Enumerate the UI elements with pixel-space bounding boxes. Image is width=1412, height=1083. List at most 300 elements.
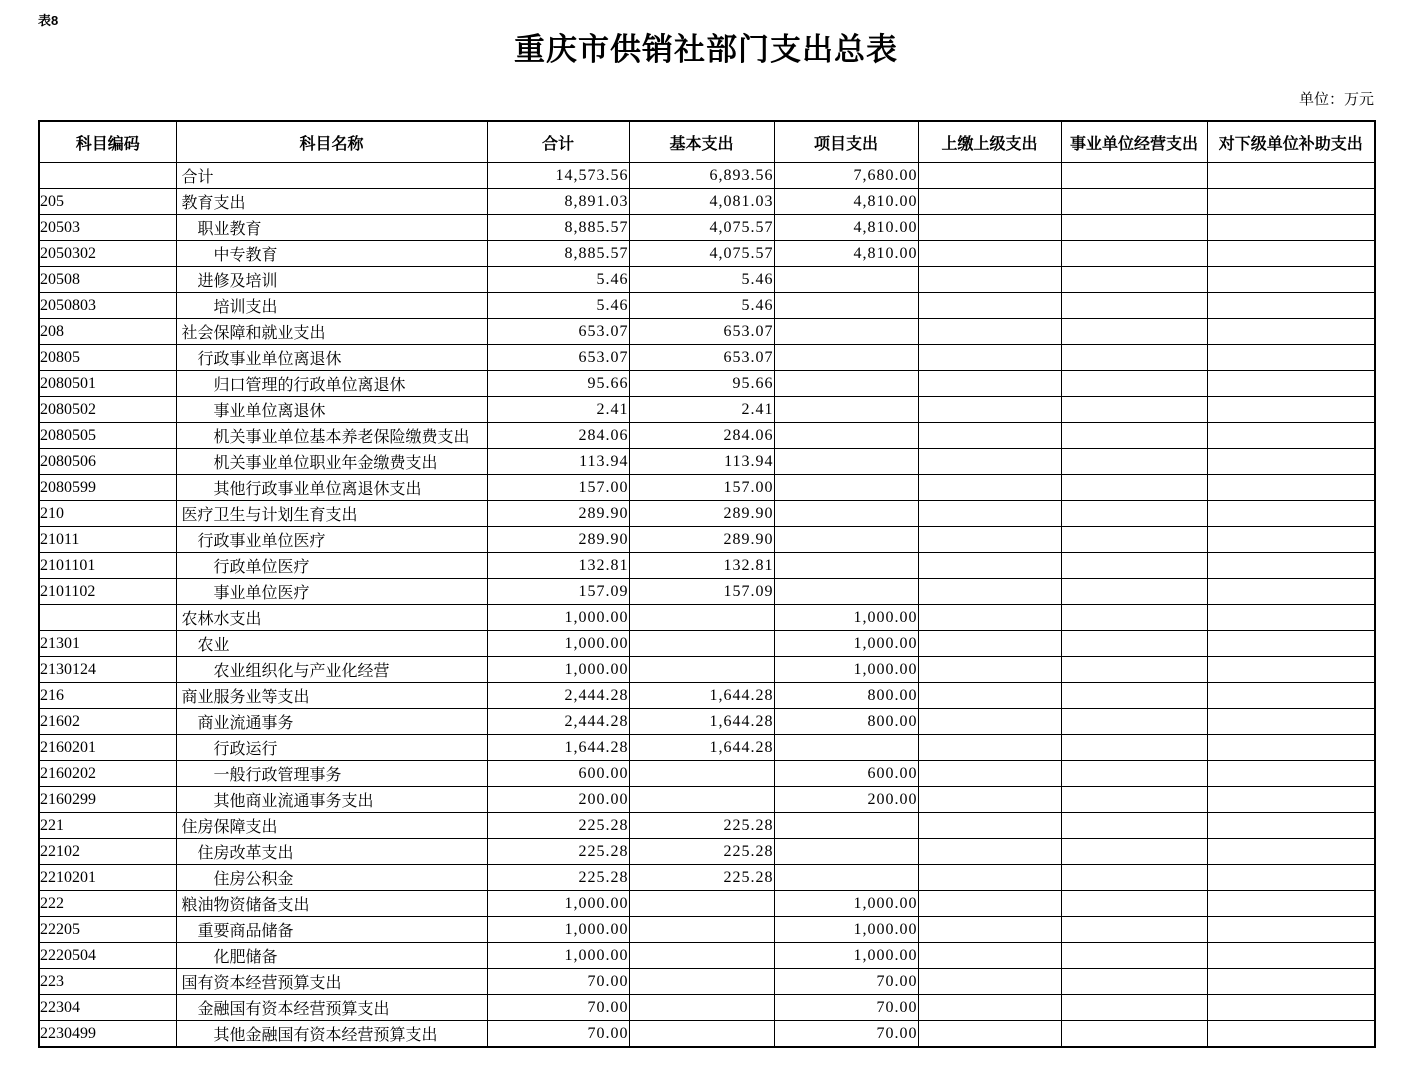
row-code-cell (39, 163, 176, 189)
row-name-cell: 社会保障和就业支出 (176, 319, 487, 345)
row-project-cell: 200.00 (774, 787, 918, 813)
row-basic-cell (629, 605, 774, 631)
row-basic-cell: 5.46 (629, 293, 774, 319)
row-upper-cell (918, 657, 1061, 683)
row-upper-cell (918, 865, 1061, 891)
row-project-cell (774, 423, 918, 449)
row-project-cell (774, 371, 918, 397)
row-subsidy-cell (1207, 605, 1375, 631)
row-operating-cell (1061, 189, 1207, 215)
row-code-cell: 222 (39, 891, 176, 917)
row-basic-cell: 132.81 (629, 553, 774, 579)
col-header-subject-name: 科目名称 (176, 121, 487, 163)
table-row (39, 579, 1375, 605)
row-subsidy-cell (1207, 839, 1375, 865)
col-header-project-expenditure: 项目支出 (774, 121, 918, 163)
row-code-cell: 22205 (39, 917, 176, 943)
table-row (39, 917, 1375, 943)
row-subsidy-cell (1207, 943, 1375, 969)
row-operating-cell (1061, 553, 1207, 579)
row-project-cell: 1,000.00 (774, 891, 918, 917)
row-subsidy-cell (1207, 163, 1375, 189)
row-subsidy-cell (1207, 501, 1375, 527)
row-code-cell: 2160201 (39, 735, 176, 761)
row-name-cell: 事业单位离退休 (176, 397, 487, 423)
row-upper-cell (918, 761, 1061, 787)
row-basic-cell (629, 787, 774, 813)
row-code-cell: 2050803 (39, 293, 176, 319)
row-name-cell: 机关事业单位基本养老保险缴费支出 (176, 423, 487, 449)
table-row (39, 553, 1375, 579)
row-subsidy-cell (1207, 891, 1375, 917)
row-operating-cell (1061, 865, 1207, 891)
row-code-cell: 2160299 (39, 787, 176, 813)
row-basic-cell: 157.00 (629, 475, 774, 501)
row-name-cell: 培训支出 (176, 293, 487, 319)
row-total-cell: 225.28 (487, 865, 629, 891)
row-total-cell: 1,000.00 (487, 891, 629, 917)
table-row (39, 501, 1375, 527)
row-operating-cell (1061, 943, 1207, 969)
table-row (39, 709, 1375, 735)
row-subsidy-cell (1207, 709, 1375, 735)
row-basic-cell: 289.90 (629, 527, 774, 553)
table-row (39, 293, 1375, 319)
row-upper-cell (918, 605, 1061, 631)
row-project-cell (774, 553, 918, 579)
table-row (39, 969, 1375, 995)
table-header-row (39, 121, 1375, 163)
row-basic-cell (629, 1021, 774, 1048)
row-project-cell: 1,000.00 (774, 605, 918, 631)
row-name-cell: 重要商品储备 (176, 917, 487, 943)
row-subsidy-cell (1207, 475, 1375, 501)
unit-label: 单位：万元 (1298, 91, 1374, 108)
row-operating-cell (1061, 787, 1207, 813)
table-tag: 表8 (38, 13, 59, 28)
table-row (39, 319, 1375, 345)
row-total-cell: 8,891.03 (487, 189, 629, 215)
row-name-cell: 合计 (176, 163, 487, 189)
row-upper-cell (918, 917, 1061, 943)
row-operating-cell (1061, 475, 1207, 501)
row-code-cell: 21301 (39, 631, 176, 657)
row-code-cell: 2080599 (39, 475, 176, 501)
row-subsidy-cell (1207, 683, 1375, 709)
row-name-cell: 住房公积金 (176, 865, 487, 891)
row-name-cell: 行政单位医疗 (176, 553, 487, 579)
table-row (39, 449, 1375, 475)
row-subsidy-cell (1207, 553, 1375, 579)
row-operating-cell (1061, 813, 1207, 839)
col-header-lower-level-subsidy: 对下级单位补助支出 (1207, 121, 1375, 163)
row-name-cell: 行政事业单位医疗 (176, 527, 487, 553)
row-basic-cell: 1,644.28 (629, 735, 774, 761)
row-basic-cell: 284.06 (629, 423, 774, 449)
row-subsidy-cell (1207, 631, 1375, 657)
row-upper-cell (918, 787, 1061, 813)
row-total-cell: 8,885.57 (487, 241, 629, 267)
row-basic-cell (629, 891, 774, 917)
row-name-cell: 其他行政事业单位离退休支出 (176, 475, 487, 501)
row-subsidy-cell (1207, 657, 1375, 683)
row-total-cell: 1,000.00 (487, 917, 629, 943)
row-name-cell: 其他金融国有资本经营预算支出 (176, 1021, 487, 1048)
row-operating-cell (1061, 969, 1207, 995)
table-row (39, 865, 1375, 891)
table-row (39, 761, 1375, 787)
row-subsidy-cell (1207, 371, 1375, 397)
row-basic-cell: 289.90 (629, 501, 774, 527)
row-total-cell: 157.09 (487, 579, 629, 605)
table-row (39, 475, 1375, 501)
row-name-cell: 医疗卫生与计划生育支出 (176, 501, 487, 527)
row-project-cell (774, 449, 918, 475)
row-name-cell: 化肥储备 (176, 943, 487, 969)
row-subsidy-cell (1207, 1021, 1375, 1048)
row-code-cell: 216 (39, 683, 176, 709)
row-basic-cell: 4,075.57 (629, 215, 774, 241)
row-upper-cell (918, 371, 1061, 397)
table-row (39, 1021, 1375, 1048)
row-code-cell: 22304 (39, 995, 176, 1021)
row-code-cell: 2080502 (39, 397, 176, 423)
table-row (39, 423, 1375, 449)
row-code-cell: 2220504 (39, 943, 176, 969)
row-project-cell (774, 293, 918, 319)
table-row (39, 267, 1375, 293)
row-project-cell: 600.00 (774, 761, 918, 787)
row-upper-cell (918, 475, 1061, 501)
row-project-cell (774, 865, 918, 891)
row-project-cell (774, 579, 918, 605)
row-subsidy-cell (1207, 917, 1375, 943)
row-upper-cell (918, 345, 1061, 371)
row-project-cell: 4,810.00 (774, 241, 918, 267)
row-total-cell: 2,444.28 (487, 683, 629, 709)
row-basic-cell (629, 631, 774, 657)
table-row (39, 891, 1375, 917)
row-code-cell: 2230499 (39, 1021, 176, 1048)
row-subsidy-cell (1207, 423, 1375, 449)
row-subsidy-cell (1207, 995, 1375, 1021)
row-basic-cell: 4,081.03 (629, 189, 774, 215)
row-name-cell: 住房改革支出 (176, 839, 487, 865)
row-total-cell: 70.00 (487, 995, 629, 1021)
row-project-cell: 70.00 (774, 969, 918, 995)
row-upper-cell (918, 709, 1061, 735)
row-basic-cell: 113.94 (629, 449, 774, 475)
row-total-cell: 1,000.00 (487, 943, 629, 969)
row-code-cell: 20508 (39, 267, 176, 293)
row-subsidy-cell (1207, 787, 1375, 813)
row-project-cell (774, 319, 918, 345)
table-row (39, 527, 1375, 553)
row-total-cell: 1,000.00 (487, 657, 629, 683)
row-operating-cell (1061, 683, 1207, 709)
row-total-cell: 1,000.00 (487, 631, 629, 657)
row-total-cell: 653.07 (487, 319, 629, 345)
row-basic-cell: 95.66 (629, 371, 774, 397)
row-project-cell (774, 527, 918, 553)
row-code-cell: 2080505 (39, 423, 176, 449)
col-header-institution-operating: 事业单位经营支出 (1061, 121, 1207, 163)
row-basic-cell: 225.28 (629, 865, 774, 891)
table-row (39, 605, 1375, 631)
row-subsidy-cell (1207, 215, 1375, 241)
row-upper-cell (918, 579, 1061, 605)
row-code-cell: 2210201 (39, 865, 176, 891)
row-total-cell: 8,885.57 (487, 215, 629, 241)
row-operating-cell (1061, 501, 1207, 527)
row-total-cell: 113.94 (487, 449, 629, 475)
row-name-cell: 粮油物资储备支出 (176, 891, 487, 917)
row-operating-cell (1061, 527, 1207, 553)
row-basic-cell: 4,075.57 (629, 241, 774, 267)
row-upper-cell (918, 501, 1061, 527)
row-upper-cell (918, 995, 1061, 1021)
row-total-cell: 95.66 (487, 371, 629, 397)
row-project-cell (774, 501, 918, 527)
row-upper-cell (918, 735, 1061, 761)
row-upper-cell (918, 423, 1061, 449)
row-operating-cell (1061, 605, 1207, 631)
row-upper-cell (918, 293, 1061, 319)
row-code-cell: 223 (39, 969, 176, 995)
row-subsidy-cell (1207, 267, 1375, 293)
row-name-cell: 中专教育 (176, 241, 487, 267)
row-code-cell: 205 (39, 189, 176, 215)
row-code-cell (39, 605, 176, 631)
row-basic-cell: 157.09 (629, 579, 774, 605)
row-project-cell (774, 735, 918, 761)
row-basic-cell (629, 761, 774, 787)
row-name-cell: 其他商业流通事务支出 (176, 787, 487, 813)
row-total-cell: 70.00 (487, 969, 629, 995)
row-name-cell: 国有资本经营预算支出 (176, 969, 487, 995)
row-upper-cell (918, 631, 1061, 657)
row-total-cell: 132.81 (487, 553, 629, 579)
row-code-cell: 20805 (39, 345, 176, 371)
row-name-cell: 行政运行 (176, 735, 487, 761)
row-operating-cell (1061, 449, 1207, 475)
row-code-cell: 2101101 (39, 553, 176, 579)
row-operating-cell (1061, 917, 1207, 943)
row-code-cell: 21011 (39, 527, 176, 553)
row-project-cell: 7,680.00 (774, 163, 918, 189)
row-basic-cell: 653.07 (629, 319, 774, 345)
row-name-cell: 农业 (176, 631, 487, 657)
row-name-cell: 商业流通事务 (176, 709, 487, 735)
row-basic-cell: 2.41 (629, 397, 774, 423)
row-code-cell: 210 (39, 501, 176, 527)
row-total-cell: 157.00 (487, 475, 629, 501)
row-upper-cell (918, 241, 1061, 267)
row-operating-cell (1061, 709, 1207, 735)
row-operating-cell (1061, 1021, 1207, 1048)
row-subsidy-cell (1207, 241, 1375, 267)
row-basic-cell (629, 917, 774, 943)
row-basic-cell: 6,893.56 (629, 163, 774, 189)
row-upper-cell (918, 449, 1061, 475)
row-name-cell: 事业单位医疗 (176, 579, 487, 605)
table-row (39, 813, 1375, 839)
row-code-cell: 20503 (39, 215, 176, 241)
col-header-basic-expenditure: 基本支出 (629, 121, 774, 163)
row-code-cell: 22102 (39, 839, 176, 865)
row-code-cell: 2101102 (39, 579, 176, 605)
row-name-cell: 农林水支出 (176, 605, 487, 631)
row-code-cell: 208 (39, 319, 176, 345)
row-project-cell (774, 475, 918, 501)
row-name-cell: 机关事业单位职业年金缴费支出 (176, 449, 487, 475)
table-body (39, 163, 1375, 1048)
row-operating-cell (1061, 735, 1207, 761)
row-total-cell: 225.28 (487, 813, 629, 839)
row-name-cell: 行政事业单位离退休 (176, 345, 487, 371)
row-upper-cell (918, 527, 1061, 553)
row-basic-cell: 1,644.28 (629, 683, 774, 709)
row-name-cell: 金融国有资本经营预算支出 (176, 995, 487, 1021)
row-project-cell: 1,000.00 (774, 943, 918, 969)
row-upper-cell (918, 683, 1061, 709)
row-operating-cell (1061, 995, 1207, 1021)
row-project-cell: 70.00 (774, 1021, 918, 1048)
row-operating-cell (1061, 215, 1207, 241)
row-total-cell: 5.46 (487, 267, 629, 293)
row-total-cell: 600.00 (487, 761, 629, 787)
row-upper-cell (918, 267, 1061, 293)
row-basic-cell (629, 943, 774, 969)
row-project-cell (774, 397, 918, 423)
page-title: 重庆市供销社部门支出总表 (514, 32, 898, 67)
row-project-cell: 1,000.00 (774, 657, 918, 683)
row-subsidy-cell (1207, 969, 1375, 995)
row-name-cell: 农业组织化与产业化经营 (176, 657, 487, 683)
row-operating-cell (1061, 293, 1207, 319)
row-basic-cell: 225.28 (629, 839, 774, 865)
row-name-cell: 一般行政管理事务 (176, 761, 487, 787)
row-basic-cell: 225.28 (629, 813, 774, 839)
row-total-cell: 200.00 (487, 787, 629, 813)
row-total-cell: 1,000.00 (487, 605, 629, 631)
row-project-cell: 800.00 (774, 683, 918, 709)
row-operating-cell (1061, 579, 1207, 605)
row-total-cell: 289.90 (487, 527, 629, 553)
row-operating-cell (1061, 397, 1207, 423)
row-subsidy-cell (1207, 449, 1375, 475)
row-total-cell: 653.07 (487, 345, 629, 371)
row-basic-cell: 5.46 (629, 267, 774, 293)
table-row (39, 189, 1375, 215)
row-project-cell: 800.00 (774, 709, 918, 735)
row-upper-cell (918, 215, 1061, 241)
row-upper-cell (918, 163, 1061, 189)
row-basic-cell: 1,644.28 (629, 709, 774, 735)
row-subsidy-cell (1207, 579, 1375, 605)
table-row (39, 241, 1375, 267)
row-subsidy-cell (1207, 761, 1375, 787)
row-subsidy-cell (1207, 735, 1375, 761)
row-project-cell: 70.00 (774, 995, 918, 1021)
row-project-cell: 1,000.00 (774, 917, 918, 943)
table-row (39, 397, 1375, 423)
row-operating-cell (1061, 345, 1207, 371)
row-total-cell: 2.41 (487, 397, 629, 423)
row-subsidy-cell (1207, 189, 1375, 215)
row-upper-cell (918, 1021, 1061, 1048)
row-upper-cell (918, 813, 1061, 839)
row-project-cell: 4,810.00 (774, 215, 918, 241)
row-code-cell: 2080506 (39, 449, 176, 475)
row-name-cell: 进修及培训 (176, 267, 487, 293)
row-name-cell: 归口管理的行政单位离退休 (176, 371, 487, 397)
row-subsidy-cell (1207, 397, 1375, 423)
expenditure-table (38, 120, 1376, 1048)
table-row (39, 995, 1375, 1021)
row-subsidy-cell (1207, 319, 1375, 345)
row-operating-cell (1061, 761, 1207, 787)
row-upper-cell (918, 189, 1061, 215)
row-code-cell: 2130124 (39, 657, 176, 683)
table-row (39, 735, 1375, 761)
row-operating-cell (1061, 319, 1207, 345)
row-upper-cell (918, 891, 1061, 917)
row-total-cell: 70.00 (487, 1021, 629, 1048)
row-code-cell: 21602 (39, 709, 176, 735)
row-total-cell: 5.46 (487, 293, 629, 319)
table-row (39, 943, 1375, 969)
row-project-cell (774, 813, 918, 839)
table-row (39, 657, 1375, 683)
row-basic-cell: 653.07 (629, 345, 774, 371)
row-basic-cell (629, 995, 774, 1021)
row-name-cell: 商业服务业等支出 (176, 683, 487, 709)
table-row (39, 163, 1375, 189)
row-operating-cell (1061, 657, 1207, 683)
row-operating-cell (1061, 163, 1207, 189)
row-total-cell: 2,444.28 (487, 709, 629, 735)
row-subsidy-cell (1207, 865, 1375, 891)
row-code-cell: 221 (39, 813, 176, 839)
row-total-cell: 289.90 (487, 501, 629, 527)
row-total-cell: 225.28 (487, 839, 629, 865)
row-code-cell: 2080501 (39, 371, 176, 397)
row-project-cell (774, 267, 918, 293)
row-subsidy-cell (1207, 527, 1375, 553)
table-row (39, 683, 1375, 709)
row-project-cell: 4,810.00 (774, 189, 918, 215)
table-row (39, 787, 1375, 813)
row-name-cell: 教育支出 (176, 189, 487, 215)
row-name-cell: 住房保障支出 (176, 813, 487, 839)
row-upper-cell (918, 969, 1061, 995)
table-row (39, 215, 1375, 241)
row-operating-cell (1061, 891, 1207, 917)
row-project-cell: 1,000.00 (774, 631, 918, 657)
table-row (39, 839, 1375, 865)
col-header-total: 合计 (487, 121, 629, 163)
row-project-cell (774, 839, 918, 865)
row-operating-cell (1061, 267, 1207, 293)
row-basic-cell (629, 969, 774, 995)
row-operating-cell (1061, 839, 1207, 865)
row-upper-cell (918, 839, 1061, 865)
row-upper-cell (918, 319, 1061, 345)
row-code-cell: 2160202 (39, 761, 176, 787)
row-subsidy-cell (1207, 345, 1375, 371)
row-operating-cell (1061, 241, 1207, 267)
